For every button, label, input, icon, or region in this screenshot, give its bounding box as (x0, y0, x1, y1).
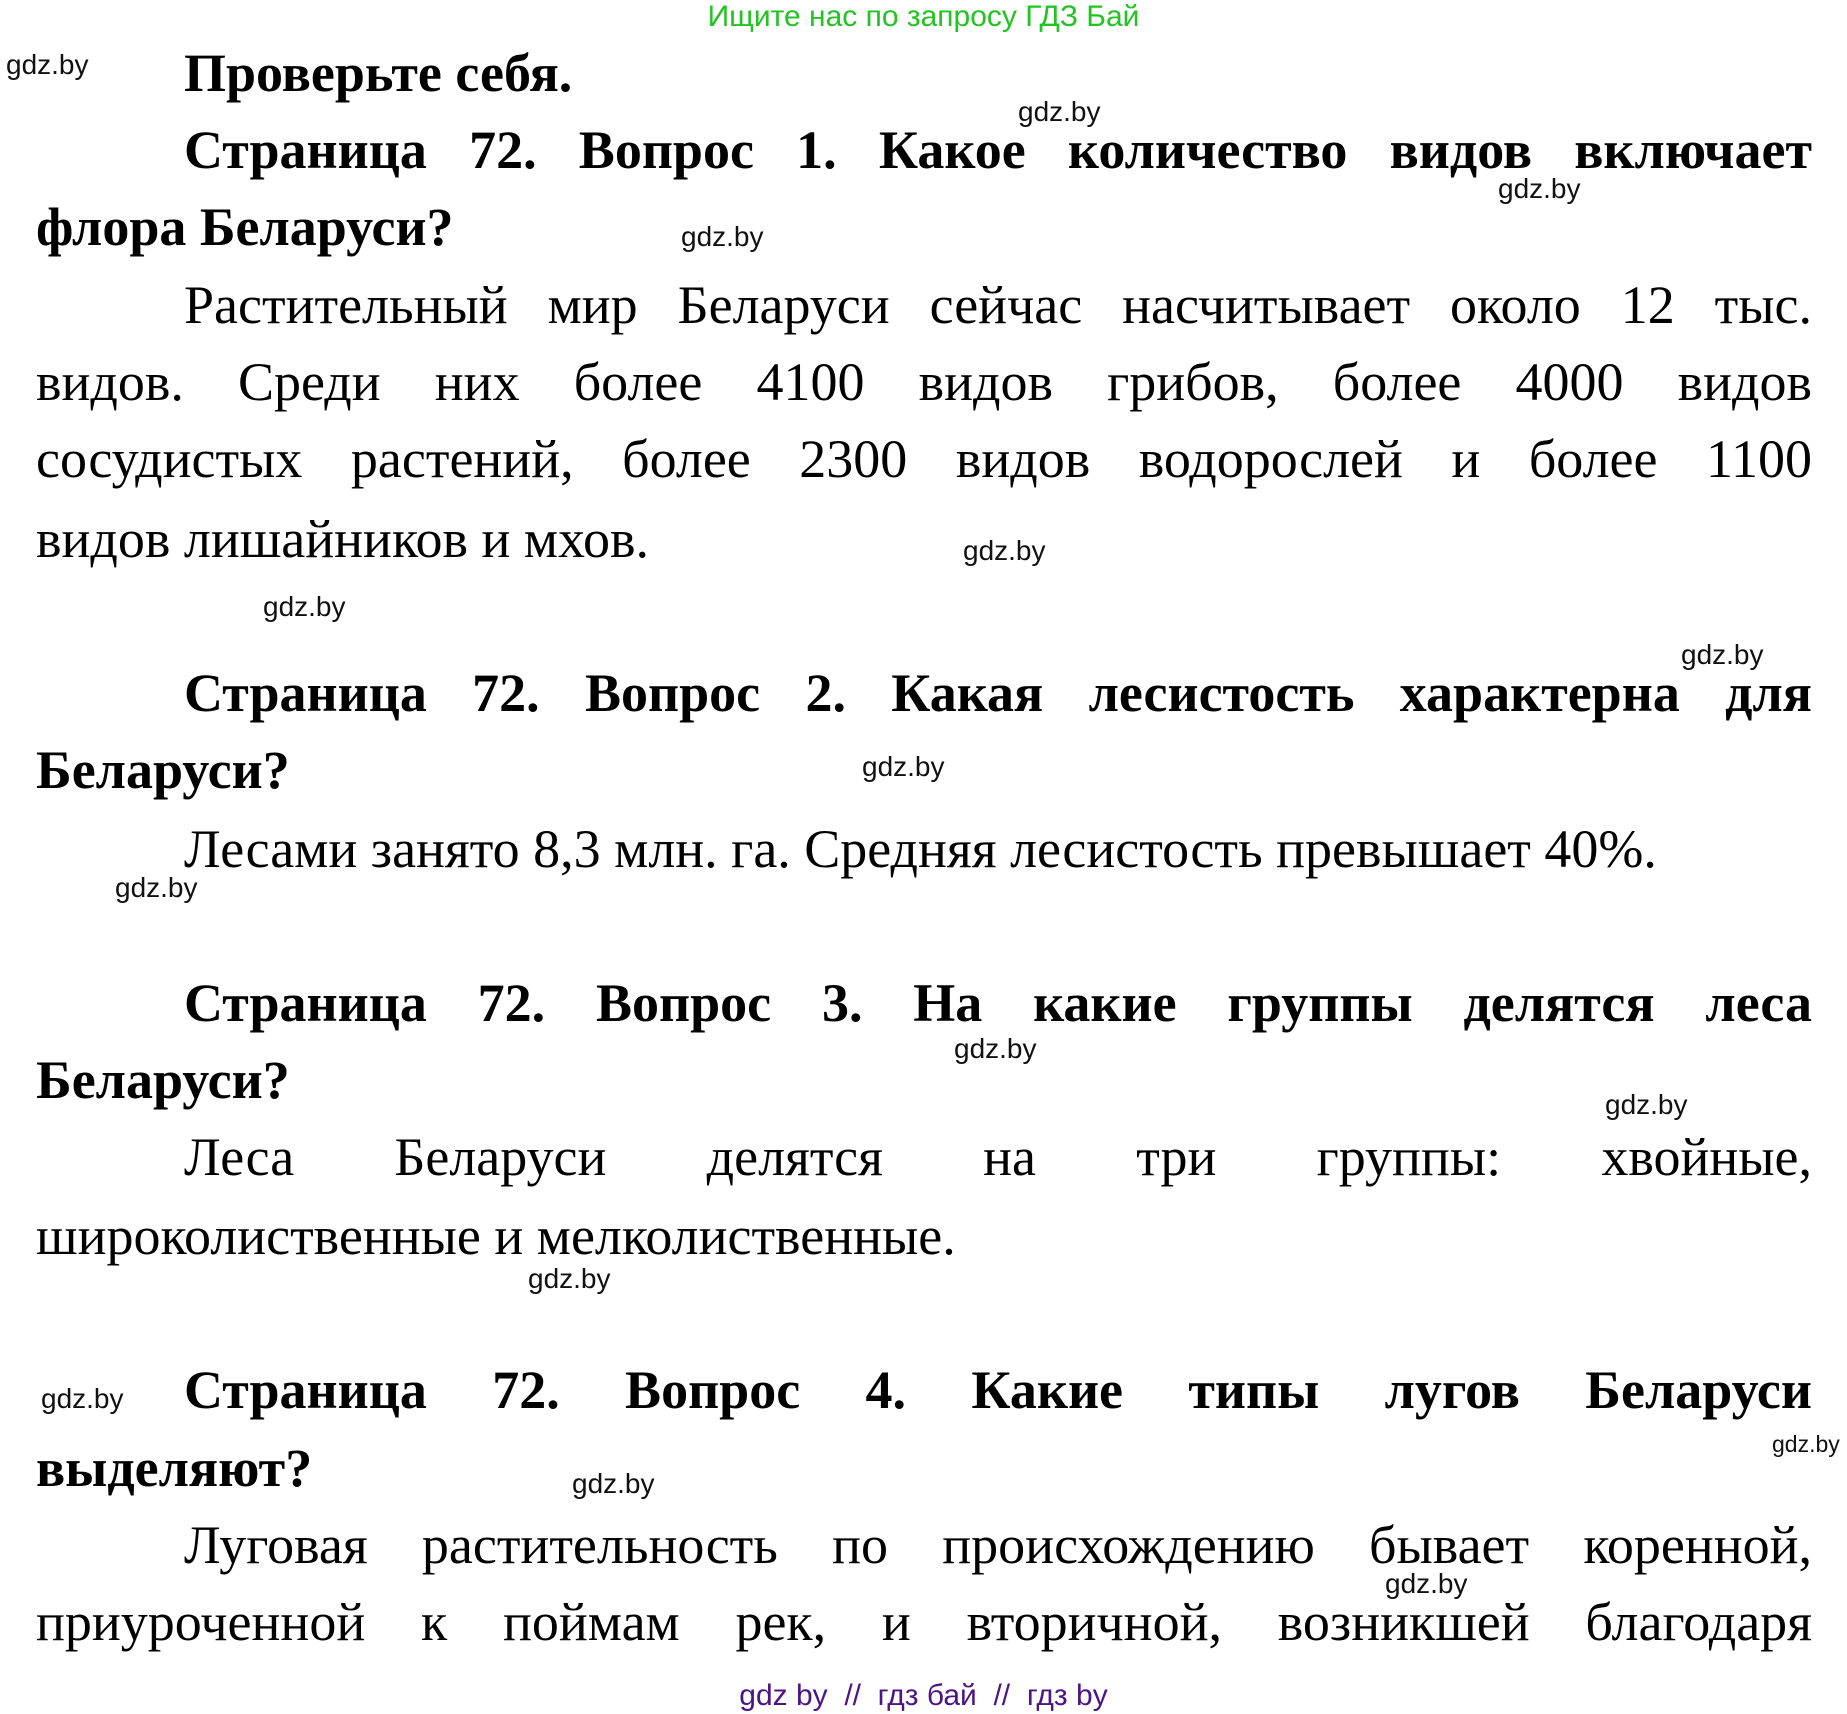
question-1-title: флора Беларуси? (36, 197, 454, 257)
watermark: gdz.by (1018, 96, 1101, 127)
answer-3-text: Леса Беларуси делятся на три группы: хвойные, (184, 1127, 1812, 1187)
watermark: gdz.by (963, 535, 1046, 566)
answer-1-text: сосудистых растений, более 2300 видов водорослей и более 1100 (36, 429, 1812, 489)
question-2-title: Беларуси? (36, 740, 290, 800)
question-3-title: Беларуси? (36, 1050, 290, 1110)
answer-4-text: Луговая растительность по происхождению бывает коренной, (184, 1515, 1812, 1575)
watermark: gdz.by (115, 872, 198, 903)
answer-2-text: Лесами занято 8,3 млн. га. Средняя лесистость превышает 40%. (184, 819, 1657, 879)
watermark: gdz.by (1772, 1431, 1840, 1457)
section-title: Проверьте себя. (184, 43, 573, 103)
watermark: gdz.by (41, 1383, 124, 1414)
watermark: gdz.by (528, 1263, 611, 1294)
answer-1-text: видов лишайников и мхов. (36, 509, 649, 569)
search-banner: Ищите нас по запросу ГДЗ Бай (707, 0, 1140, 33)
question-4-title: Страница 72. Вопрос 4. Какие типы лугов Беларуси (184, 1360, 1812, 1420)
question-3-title: Страница 72. Вопрос 3. На какие группы делятся леса (184, 973, 1812, 1033)
watermark: gdz.by (954, 1033, 1037, 1064)
watermark: gdz.by (681, 221, 764, 252)
answer-4-text: приуроченной к поймам рек, и вторичной, возникшей благодаря (36, 1592, 1812, 1652)
answer-1-text: видов. Среди них более 4100 видов грибов, более 4000 видов (36, 352, 1812, 412)
watermark: gdz.by (572, 1468, 655, 1499)
footer-links: gdz by // гдз бай // гдз by (739, 1679, 1108, 1712)
watermark: gdz.by (862, 751, 945, 782)
question-4-title: выделяют? (36, 1438, 313, 1498)
watermark: gdz.by (1385, 1568, 1468, 1599)
answer-3-text: широколиственные и мелколиственные. (36, 1206, 956, 1266)
answer-1-text: Растительный мир Беларуси сейчас насчитывает около 12 тыс. (184, 275, 1812, 335)
watermark: gdz.by (263, 591, 346, 622)
watermark: gdz.by (1681, 639, 1764, 670)
watermark: gdz.by (1605, 1089, 1688, 1120)
watermark: gdz.by (1498, 173, 1581, 204)
question-2-title: Страница 72. Вопрос 2. Какая лесистость характерна для (184, 663, 1812, 723)
watermark: gdz.by (6, 49, 89, 80)
question-1-title: Страница 72. Вопрос 1. Какое количество видов включает (184, 120, 1812, 180)
